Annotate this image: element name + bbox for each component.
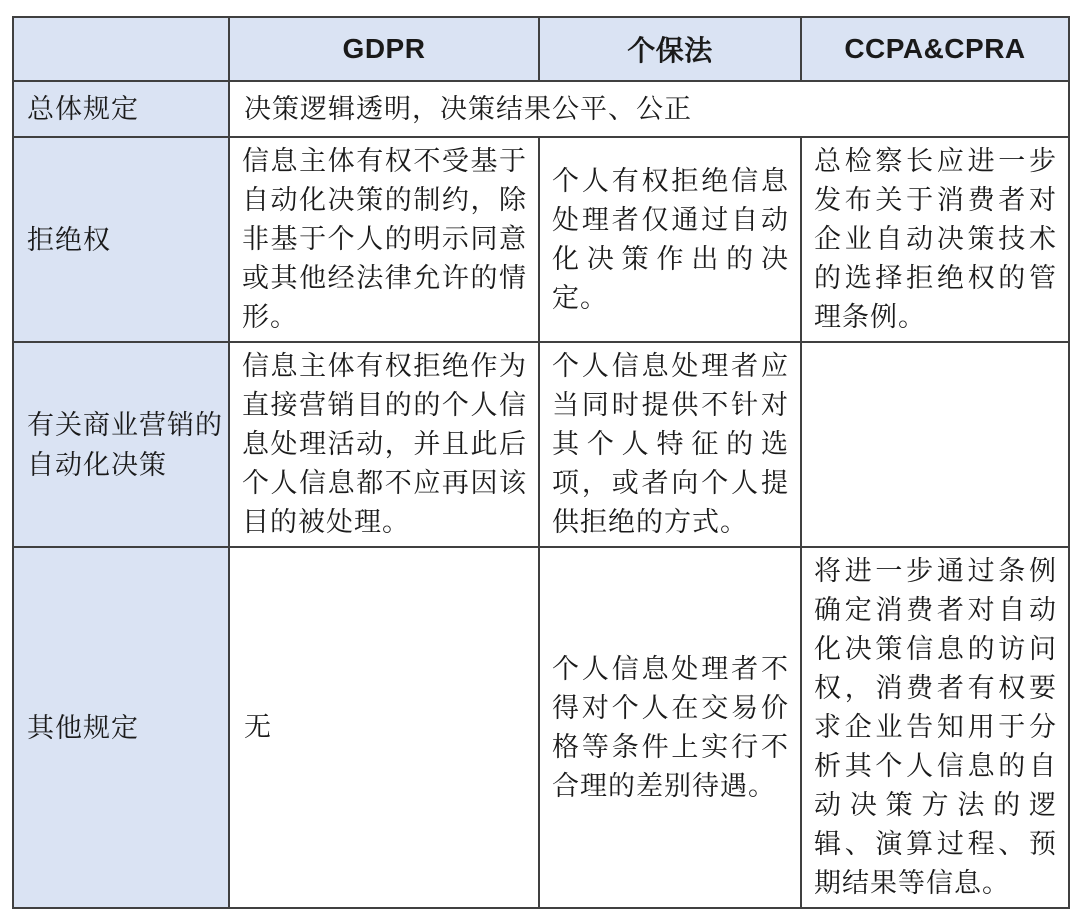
cell-other-ccpa: 将进一步通过条例确定消费者对自动化决策信息的访问权，消费者有权要求企业告知用于分析其个人信息的自动决策方法的逻辑、演算过程、预期结果等信息。 (801, 547, 1069, 908)
cell-marketing-gdpr: 信息主体有权拒绝作为直接营销目的的个人信息处理活动，并且此后个人信息都不应再因该目的被处理。 (229, 342, 539, 547)
cell-refuse-pipl: 个人有权拒绝信息处理者仅通过自动化决策作出的决定。 (539, 137, 801, 342)
row-right-to-refuse (13, 137, 1069, 342)
cell-refuse-ccpa: 总检察长应进一步发布关于消费者对企业自动决策技术的选择拒绝权的管理条例。 (801, 137, 1069, 342)
label-marketing-automated-decisions: 有关商业营销的自动化决策 (13, 342, 229, 547)
header-gdpr: GDPR (229, 17, 539, 81)
regulation-comparison-table (12, 16, 1070, 909)
row-general-provisions (13, 81, 1069, 137)
cell-other-gdpr: 无 (229, 547, 539, 908)
cell-marketing-ccpa-empty (801, 342, 1069, 547)
cell-other-pipl: 个人信息处理者不得对个人在交易价格等条件上实行不合理的差别待遇。 (539, 547, 801, 908)
corner-cell (13, 17, 229, 81)
header-pipl: 个保法 (539, 17, 801, 81)
header-row (13, 17, 1069, 81)
row-other-provisions (13, 547, 1069, 908)
cell-refuse-gdpr: 信息主体有权不受基于自动化决策的制约，除非基于个人的明示同意或其他经法律允许的情形。 (229, 137, 539, 342)
row-marketing-automated-decisions (13, 342, 1069, 547)
label-right-to-refuse: 拒绝权 (13, 137, 229, 342)
label-other-provisions: 其他规定 (13, 547, 229, 908)
cell-general-merged: 决策逻辑透明，决策结果公平、公正 (229, 81, 1069, 137)
header-ccpa-cpra: CCPA&CPRA (801, 17, 1069, 81)
label-general-provisions: 总体规定 (13, 81, 229, 137)
cell-marketing-pipl: 个人信息处理者应当同时提供不针对其个人特征的选项，或者向个人提供拒绝的方式。 (539, 342, 801, 547)
